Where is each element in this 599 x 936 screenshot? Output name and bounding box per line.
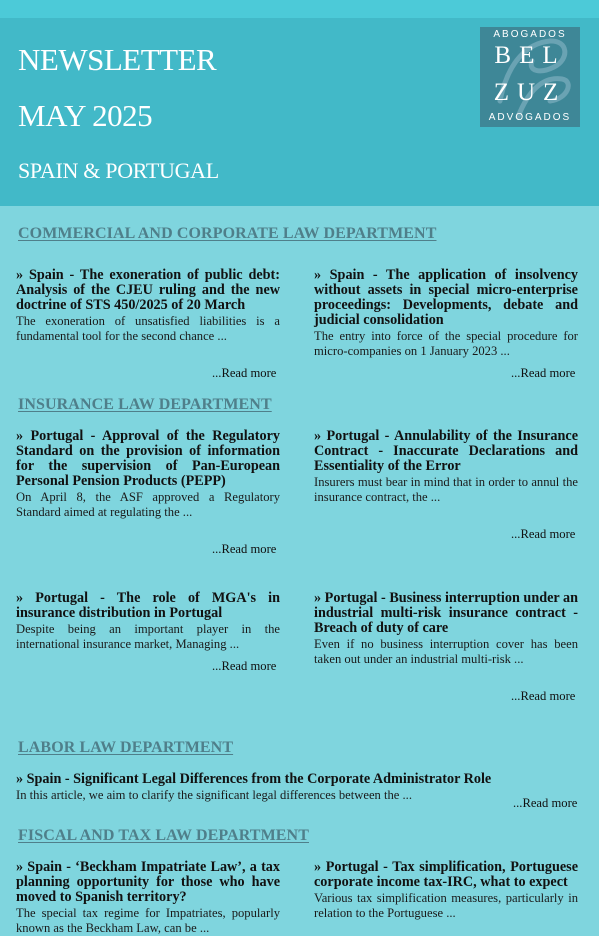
article-card [314,591,578,667]
section-title-fiscal[interactable]: FISCAL AND TAX LAW DEPARTMENT [18,827,309,844]
article-title[interactable]: » Spain - The application of insolvency without assets in special micro-enterprise proceedings: Developments, debate and judicial consolidation [314,267,578,328]
read-more-link[interactable]: ...Read more [511,527,576,541]
firm-logo[interactable] [480,27,580,127]
section-title-commercial[interactable]: COMMERCIAL AND CORPORATE LAW DEPARTMENT [18,225,437,242]
article-card [314,860,578,921]
article-card [16,591,280,652]
article-excerpt: Despite being an important player in the international insurance market, Managing ... [16,622,280,651]
article-excerpt: On April 8, the ASF approved a Regulatory Standard aimed at regulating the ... [16,490,280,519]
read-more-link[interactable]: ...Read more [511,689,576,703]
article-title[interactable]: » Portugal - Business interruption under an industrial multi-risk insurance contract - Breach of duty of care [314,590,578,636]
article-card [314,429,578,505]
article-excerpt: Various tax simplification measures, particularly in relation to the Portuguese ... [314,891,578,920]
logo-top-text: ABOGADOS [493,29,567,40]
article-excerpt: Insurers must bear in mind that in order to annul the insurance contract, the ... [314,475,578,504]
newsletter-header [0,18,599,206]
article-excerpt: The entry into force of the special procedure for micro-companies on 1 January 2023 ... [314,329,578,358]
section-title-insurance[interactable]: INSURANCE LAW DEPARTMENT [18,396,272,413]
article-card [314,268,578,359]
article-card [16,860,280,936]
article-card [16,268,280,344]
read-more-link[interactable]: ...Read more [513,796,578,810]
newsletter-region: SPAIN & PORTUGAL [18,158,219,183]
article-excerpt: The exoneration of unsatisfied liabilities is a fundamental tool for the second chance ... [16,314,280,343]
logo-line1: BEL [494,42,566,69]
article-title[interactable]: » Portugal - The role of MGA's in insurance distribution in Portugal [16,590,280,621]
logo-bottom-text: ADVOGADOS [488,112,572,123]
article-excerpt: Even if no business interruption cover has been taken out under an industrial multi-risk ... [314,637,578,666]
section-title-labor[interactable]: LABOR LAW DEPARTMENT [18,739,234,756]
article-title[interactable]: » Spain - The exoneration of public debt: Analysis of the CJEU ruling and the new doctrine of STS 450/2025 of 20 March [16,267,280,313]
article-card [16,429,280,520]
top-bar [0,0,599,18]
newsletter-date: MAY 2025 [18,98,153,133]
article-title[interactable]: » Portugal - Approval of the Regulatory Standard on the provision of information for the supervision of Pan-European Personal Pension Products (PEPP) [16,428,280,489]
article-excerpt: In this article, we aim to clarify the significant legal differences between the ... [16,788,412,802]
read-more-link[interactable]: ...Read more [212,542,277,556]
article-title[interactable]: » Spain - Significant Legal Differences from the Corporate Administrator Role [16,771,492,787]
read-more-link[interactable]: ...Read more [212,659,277,673]
article-excerpt: The special tax regime for Impatriates, popularly known as the Beckham Law, can be ... [16,906,280,935]
article-card [16,772,581,803]
article-title[interactable]: » Portugal - Tax simplification, Portuguese corporate income tax-IRC, what to expect [314,859,578,890]
read-more-link[interactable]: ...Read more [212,366,277,380]
logo-line2: ZUZ [493,79,567,106]
article-title[interactable]: » Spain - ‘Beckham Impatriate Law’, a tax planning opportunity for those who have moved to Spanish territory? [16,859,280,905]
read-more-link[interactable]: ...Read more [511,366,576,380]
newsletter-title: NEWSLETTER [18,42,217,77]
article-title[interactable]: » Portugal - Annulability of the Insurance Contract - Inaccurate Declarations and Essentiality of the Error [314,428,578,474]
